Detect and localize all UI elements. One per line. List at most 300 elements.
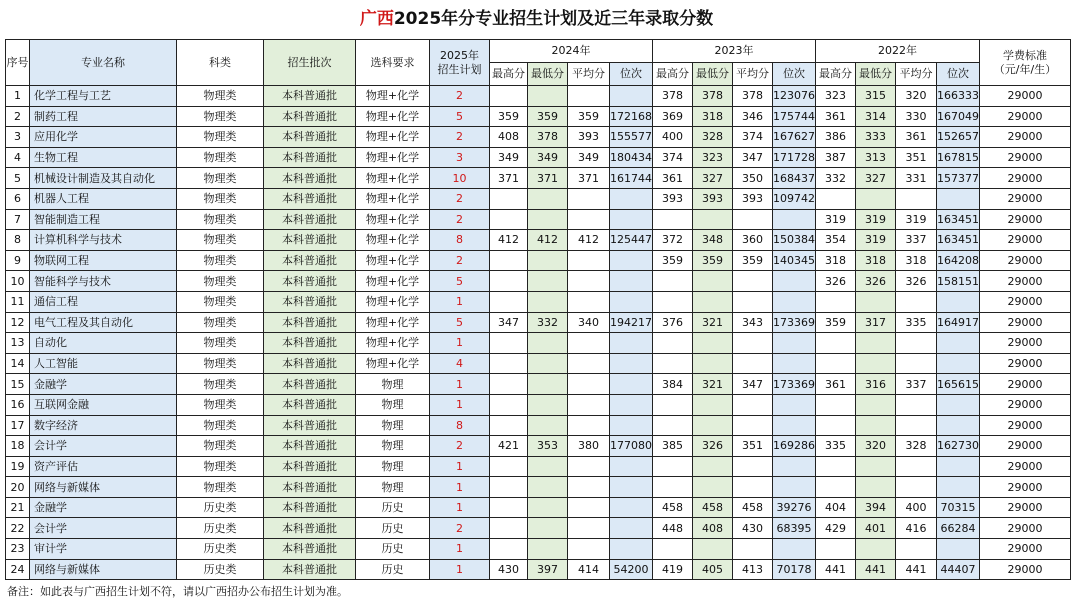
- row-2023-min: [693, 271, 733, 292]
- row-kelei: 物理类: [177, 312, 264, 333]
- row-2023-min: [693, 456, 733, 477]
- row-fee: 29000: [980, 518, 1071, 539]
- row-2024-max: [490, 353, 528, 374]
- row-2023-avg: 359: [733, 250, 773, 271]
- row-2023-max: [653, 477, 693, 498]
- row-2022-min: [856, 477, 896, 498]
- row-2022-rank: 165615: [937, 374, 980, 395]
- sub-header-max: 最高分: [816, 63, 856, 86]
- footnote: 备注：如此表与广西招生计划不符，请以广西招办公布招生计划为准。: [7, 585, 348, 598]
- row-2024-avg: [568, 539, 610, 560]
- row-2022-max: [816, 477, 856, 498]
- row-major-name: 机器人工程: [30, 188, 177, 209]
- row-2023-avg: [733, 394, 773, 415]
- row-2023-max: [653, 291, 693, 312]
- table-row: [6, 312, 1071, 333]
- row-2023-min: [693, 209, 733, 230]
- row-2022-min: 315: [856, 86, 896, 107]
- row-2024-avg: 359: [568, 106, 610, 127]
- row-2022-max: 361: [816, 106, 856, 127]
- row-2022-max: [816, 353, 856, 374]
- row-fee: 29000: [980, 168, 1071, 189]
- row-fee: 29000: [980, 539, 1071, 560]
- row-2022-rank: 163451: [937, 230, 980, 251]
- row-batch: 本科普通批: [264, 374, 356, 395]
- row-2024-rank: 177080: [610, 436, 653, 457]
- row-2024-rank: [610, 518, 653, 539]
- sub-header-avg: 平均分: [733, 63, 773, 86]
- row-kelei: 物理类: [177, 106, 264, 127]
- row-2023-max: 385: [653, 436, 693, 457]
- row-batch: 本科普通批: [264, 477, 356, 498]
- row-major-name: 金融学: [30, 374, 177, 395]
- row-2023-max: 393: [653, 188, 693, 209]
- row-2024-max: 359: [490, 106, 528, 127]
- row-2024-min: [528, 539, 568, 560]
- row-seq: 21: [6, 497, 30, 518]
- row-fee: 29000: [980, 250, 1071, 271]
- row-2022-min: [856, 188, 896, 209]
- table-row: [6, 127, 1071, 148]
- row-2024-min: [528, 518, 568, 539]
- row-2022-min: [856, 333, 896, 354]
- row-2022-min: [856, 539, 896, 560]
- row-2024-rank: [610, 539, 653, 560]
- row-seq: 19: [6, 456, 30, 477]
- row-batch: 本科普通批: [264, 86, 356, 107]
- table-row: [6, 86, 1071, 107]
- row-2024-max: [490, 188, 528, 209]
- row-2022-avg: [896, 539, 937, 560]
- row-2022-max: 361: [816, 374, 856, 395]
- table-row: [6, 415, 1071, 436]
- row-2023-max: 369: [653, 106, 693, 127]
- row-seq: 3: [6, 127, 30, 148]
- row-2023-min: 405: [693, 559, 733, 580]
- row-2024-min: [528, 456, 568, 477]
- row-requirement: 物理: [356, 436, 430, 457]
- row-2022-max: 332: [816, 168, 856, 189]
- row-2022-min: [856, 415, 896, 436]
- row-2023-rank: 167627: [773, 127, 816, 148]
- row-2022-max: [816, 539, 856, 560]
- table-row: [6, 518, 1071, 539]
- row-seq: 24: [6, 559, 30, 580]
- page-title: [0, 6, 1073, 32]
- row-2024-min: [528, 394, 568, 415]
- header-fee-line2: （元/年/生）: [993, 62, 1057, 76]
- row-2024-min: [528, 477, 568, 498]
- row-2024-max: [490, 394, 528, 415]
- row-requirement: 物理+化学: [356, 106, 430, 127]
- row-2024-max: [490, 271, 528, 292]
- row-2022-min: 326: [856, 271, 896, 292]
- header-2024: 2024年: [490, 40, 653, 63]
- row-2023-rank: 70178: [773, 559, 816, 580]
- row-fee: 29000: [980, 333, 1071, 354]
- row-2023-min: 326: [693, 436, 733, 457]
- table-row: [6, 271, 1071, 292]
- admission-table: [5, 39, 1071, 580]
- row-2024-avg: 412: [568, 230, 610, 251]
- row-2023-min: 393: [693, 188, 733, 209]
- row-2022-avg: 318: [896, 250, 937, 271]
- row-2022-rank: 164917: [937, 312, 980, 333]
- row-kelei: 物理类: [177, 477, 264, 498]
- header-fee: [980, 40, 1071, 86]
- row-plan: 1: [430, 539, 490, 560]
- row-2022-rank: 167815: [937, 147, 980, 168]
- row-2023-rank: 109742: [773, 188, 816, 209]
- row-2023-max: [653, 333, 693, 354]
- row-batch: 本科普通批: [264, 436, 356, 457]
- row-batch: 本科普通批: [264, 353, 356, 374]
- row-2023-avg: 347: [733, 147, 773, 168]
- row-major-name: 会计学: [30, 518, 177, 539]
- row-2022-min: 319: [856, 209, 896, 230]
- row-plan: 1: [430, 394, 490, 415]
- row-2024-max: [490, 291, 528, 312]
- row-major-name: 计算机科学与技术: [30, 230, 177, 251]
- row-2022-avg: 400: [896, 497, 937, 518]
- row-2024-rank: [610, 456, 653, 477]
- row-2024-min: [528, 497, 568, 518]
- row-2024-max: [490, 333, 528, 354]
- row-2023-min: 378: [693, 86, 733, 107]
- row-2022-rank: [937, 333, 980, 354]
- row-2023-avg: 351: [733, 436, 773, 457]
- row-2024-min: 349: [528, 147, 568, 168]
- row-plan: 2: [430, 86, 490, 107]
- table-row: [6, 353, 1071, 374]
- row-2023-rank: 39276: [773, 497, 816, 518]
- row-2022-max: 387: [816, 147, 856, 168]
- row-2024-max: [490, 250, 528, 271]
- row-2024-rank: 180434: [610, 147, 653, 168]
- row-seq: 5: [6, 168, 30, 189]
- row-fee: 29000: [980, 456, 1071, 477]
- row-2024-rank: [610, 374, 653, 395]
- row-2023-avg: [733, 291, 773, 312]
- sub-header-avg: 平均分: [568, 63, 610, 86]
- row-requirement: 物理: [356, 415, 430, 436]
- row-2022-rank: 167049: [937, 106, 980, 127]
- row-fee: 29000: [980, 415, 1071, 436]
- row-2022-min: 318: [856, 250, 896, 271]
- row-kelei: 物理类: [177, 436, 264, 457]
- row-requirement: 物理+化学: [356, 271, 430, 292]
- row-plan: 1: [430, 477, 490, 498]
- row-2022-rank: 66284: [937, 518, 980, 539]
- row-2024-avg: [568, 353, 610, 374]
- row-batch: 本科普通批: [264, 250, 356, 271]
- row-2022-min: 316: [856, 374, 896, 395]
- row-2024-avg: [568, 497, 610, 518]
- row-plan: 1: [430, 333, 490, 354]
- row-2024-avg: [568, 394, 610, 415]
- row-requirement: 历史: [356, 497, 430, 518]
- row-2023-avg: 458: [733, 497, 773, 518]
- row-requirement: 物理: [356, 456, 430, 477]
- row-plan: 2: [430, 127, 490, 148]
- row-seq: 2: [6, 106, 30, 127]
- table-row: [6, 477, 1071, 498]
- row-2023-rank: [773, 456, 816, 477]
- row-plan: 1: [430, 374, 490, 395]
- row-2024-max: 347: [490, 312, 528, 333]
- row-2022-max: [816, 456, 856, 477]
- row-2024-min: 332: [528, 312, 568, 333]
- header-kelei: 科类: [177, 40, 264, 86]
- table-row: [6, 539, 1071, 560]
- row-2022-avg: 328: [896, 436, 937, 457]
- row-2024-rank: 161744: [610, 168, 653, 189]
- row-2024-min: [528, 353, 568, 374]
- row-2024-rank: [610, 394, 653, 415]
- header-plan-line1: 2025年: [440, 48, 479, 62]
- table-row: [6, 374, 1071, 395]
- row-2024-max: 349: [490, 147, 528, 168]
- row-2024-avg: [568, 86, 610, 107]
- row-2023-max: 376: [653, 312, 693, 333]
- row-2022-rank: 70315: [937, 497, 980, 518]
- row-major-name: 通信工程: [30, 291, 177, 312]
- row-seq: 1: [6, 86, 30, 107]
- row-2024-avg: [568, 250, 610, 271]
- row-2022-max: 354: [816, 230, 856, 251]
- row-2022-avg: [896, 415, 937, 436]
- row-2024-rank: 155577: [610, 127, 653, 148]
- row-batch: 本科普通批: [264, 127, 356, 148]
- row-fee: 29000: [980, 436, 1071, 457]
- row-2023-avg: 393: [733, 188, 773, 209]
- header-fee-line1: 学费标准: [1003, 48, 1047, 62]
- row-2023-max: 372: [653, 230, 693, 251]
- row-kelei: 物理类: [177, 209, 264, 230]
- row-major-name: 互联网金融: [30, 394, 177, 415]
- row-2023-min: 327: [693, 168, 733, 189]
- row-2023-rank: [773, 291, 816, 312]
- row-kelei: 物理类: [177, 271, 264, 292]
- row-kelei: 物理类: [177, 127, 264, 148]
- row-2023-min: 348: [693, 230, 733, 251]
- row-major-name: 物联网工程: [30, 250, 177, 271]
- row-2024-avg: [568, 333, 610, 354]
- sub-header-min: 最低分: [693, 63, 733, 86]
- row-2024-max: 430: [490, 559, 528, 580]
- row-plan: 1: [430, 497, 490, 518]
- row-kelei: 物理类: [177, 291, 264, 312]
- row-2024-max: [490, 518, 528, 539]
- row-seq: 23: [6, 539, 30, 560]
- sub-header-min: 最低分: [856, 63, 896, 86]
- row-2024-avg: [568, 456, 610, 477]
- row-2024-avg: 340: [568, 312, 610, 333]
- row-major-name: 资产评估: [30, 456, 177, 477]
- row-fee: 29000: [980, 559, 1071, 580]
- row-2024-min: [528, 250, 568, 271]
- row-major-name: 应用化学: [30, 127, 177, 148]
- row-2023-avg: 378: [733, 86, 773, 107]
- header-seq: 序号: [6, 40, 30, 86]
- row-2024-min: [528, 415, 568, 436]
- row-2023-min: 408: [693, 518, 733, 539]
- row-plan: 8: [430, 415, 490, 436]
- header-2023: 2023年: [653, 40, 816, 63]
- row-2023-rank: [773, 353, 816, 374]
- row-2023-rank: 68395: [773, 518, 816, 539]
- row-2023-avg: [733, 271, 773, 292]
- row-2022-max: 318: [816, 250, 856, 271]
- row-requirement: 物理: [356, 374, 430, 395]
- row-requirement: 物理: [356, 394, 430, 415]
- row-batch: 本科普通批: [264, 333, 356, 354]
- row-2024-min: 359: [528, 106, 568, 127]
- row-2023-rank: [773, 394, 816, 415]
- row-2024-max: 412: [490, 230, 528, 251]
- row-2022-avg: [896, 291, 937, 312]
- row-2023-avg: 374: [733, 127, 773, 148]
- row-2022-rank: 44407: [937, 559, 980, 580]
- table-row: [6, 333, 1071, 354]
- table-row: [6, 168, 1071, 189]
- row-seq: 15: [6, 374, 30, 395]
- row-seq: 13: [6, 333, 30, 354]
- row-2024-max: [490, 209, 528, 230]
- row-kelei: 物理类: [177, 230, 264, 251]
- row-major-name: 电气工程及其自动化: [30, 312, 177, 333]
- row-2022-min: 317: [856, 312, 896, 333]
- header-req: 选科要求: [356, 40, 430, 86]
- row-2024-rank: [610, 497, 653, 518]
- row-2022-avg: [896, 456, 937, 477]
- row-kelei: 物理类: [177, 147, 264, 168]
- row-2024-avg: [568, 291, 610, 312]
- row-2024-min: 397: [528, 559, 568, 580]
- row-2023-avg: 360: [733, 230, 773, 251]
- row-2022-rank: [937, 394, 980, 415]
- row-major-name: 网络与新媒体: [30, 477, 177, 498]
- row-2022-rank: [937, 291, 980, 312]
- row-2022-rank: [937, 477, 980, 498]
- row-kelei: 历史类: [177, 559, 264, 580]
- table-row: [6, 188, 1071, 209]
- row-2023-rank: 169286: [773, 436, 816, 457]
- table-row: [6, 456, 1071, 477]
- row-2024-min: [528, 86, 568, 107]
- row-2022-avg: 320: [896, 86, 937, 107]
- row-requirement: 物理+化学: [356, 147, 430, 168]
- row-kelei: 物理类: [177, 353, 264, 374]
- row-2024-max: [490, 539, 528, 560]
- row-batch: 本科普通批: [264, 497, 356, 518]
- row-2023-avg: 347: [733, 374, 773, 395]
- row-plan: 10: [430, 168, 490, 189]
- row-2022-avg: 319: [896, 209, 937, 230]
- row-2022-max: 359: [816, 312, 856, 333]
- row-plan: 1: [430, 291, 490, 312]
- row-2024-rank: [610, 250, 653, 271]
- row-2024-rank: 54200: [610, 559, 653, 580]
- row-seq: 9: [6, 250, 30, 271]
- row-2022-avg: [896, 394, 937, 415]
- row-2022-max: 323: [816, 86, 856, 107]
- row-2024-min: [528, 209, 568, 230]
- row-2023-max: [653, 271, 693, 292]
- row-2023-rank: 140345: [773, 250, 816, 271]
- table-row: [6, 250, 1071, 271]
- row-2024-max: [490, 374, 528, 395]
- row-2024-min: 412: [528, 230, 568, 251]
- row-2024-max: [490, 497, 528, 518]
- row-2022-min: 320: [856, 436, 896, 457]
- header-plan: [430, 40, 490, 86]
- row-2024-max: [490, 86, 528, 107]
- row-2024-rank: [610, 477, 653, 498]
- row-2023-max: [653, 394, 693, 415]
- row-fee: 29000: [980, 127, 1071, 148]
- row-2024-max: 408: [490, 127, 528, 148]
- row-requirement: 历史: [356, 518, 430, 539]
- row-2022-rank: 166333: [937, 86, 980, 107]
- row-2023-min: 359: [693, 250, 733, 271]
- row-seq: 18: [6, 436, 30, 457]
- row-2022-max: [816, 394, 856, 415]
- row-kelei: 物理类: [177, 333, 264, 354]
- row-major-name: 智能制造工程: [30, 209, 177, 230]
- row-plan: 5: [430, 271, 490, 292]
- row-seq: 11: [6, 291, 30, 312]
- row-2023-min: [693, 394, 733, 415]
- row-plan: 2: [430, 436, 490, 457]
- row-batch: 本科普通批: [264, 312, 356, 333]
- sub-header-rank: 位次: [610, 63, 653, 86]
- row-2023-avg: 343: [733, 312, 773, 333]
- table-row: [6, 230, 1071, 251]
- row-2022-rank: 162730: [937, 436, 980, 457]
- row-2024-rank: [610, 353, 653, 374]
- row-2024-avg: 380: [568, 436, 610, 457]
- row-batch: 本科普通批: [264, 168, 356, 189]
- row-seq: 12: [6, 312, 30, 333]
- row-2024-max: [490, 456, 528, 477]
- row-fee: 29000: [980, 312, 1071, 333]
- row-seq: 14: [6, 353, 30, 374]
- row-2023-rank: [773, 415, 816, 436]
- row-fee: 29000: [980, 106, 1071, 127]
- row-2023-avg: [733, 415, 773, 436]
- row-2024-avg: [568, 415, 610, 436]
- row-requirement: 历史: [356, 559, 430, 580]
- row-fee: 29000: [980, 209, 1071, 230]
- sub-header-max: 最高分: [653, 63, 693, 86]
- row-2024-rank: [610, 209, 653, 230]
- row-batch: 本科普通批: [264, 394, 356, 415]
- row-batch: 本科普通批: [264, 188, 356, 209]
- row-plan: 2: [430, 518, 490, 539]
- row-2022-min: 333: [856, 127, 896, 148]
- row-requirement: 物理+化学: [356, 353, 430, 374]
- row-fee: 29000: [980, 291, 1071, 312]
- row-2023-rank: [773, 539, 816, 560]
- row-2023-min: [693, 539, 733, 560]
- row-2024-avg: 349: [568, 147, 610, 168]
- row-seq: 10: [6, 271, 30, 292]
- row-seq: 7: [6, 209, 30, 230]
- row-plan: 5: [430, 312, 490, 333]
- row-2023-rank: 123076: [773, 86, 816, 107]
- row-requirement: 物理+化学: [356, 127, 430, 148]
